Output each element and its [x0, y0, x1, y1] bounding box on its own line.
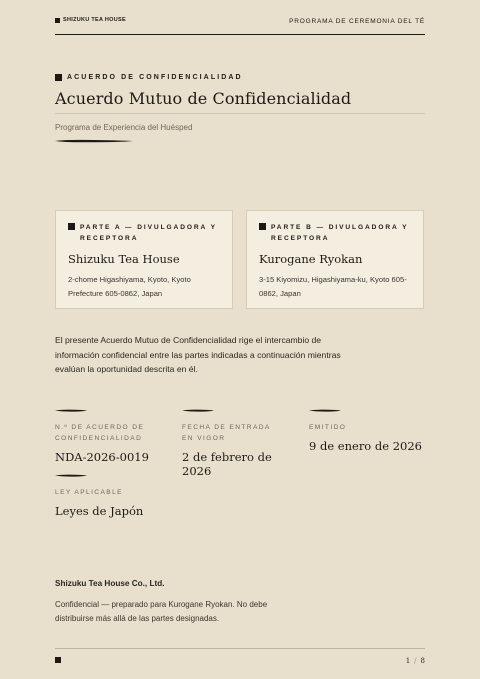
governing-law-label: LEY APLICABLE: [55, 489, 123, 496]
field-issued: [309, 399, 429, 453]
page-indicator: [406, 657, 425, 665]
party-a-square-icon: [68, 223, 75, 230]
party-card-b: [246, 210, 424, 309]
field-agreement-number: [55, 399, 175, 464]
field-brush-decoration: [309, 409, 341, 412]
party-b-address: 3-15 Kiyomizu, Higashiyama-ku, Kyoto 605-0862, Japan: [259, 275, 407, 298]
party-b-label-row: [259, 222, 411, 244]
party-b-name: Kurogane Ryokan: [259, 252, 363, 266]
agreement-number-label: N.º DE ACUERDO DE CONFIDENCIALIDAD: [55, 424, 145, 442]
party-a-address: 2-chome Higashiyama, Kyoto, Kyoto Prefecture 605-0862, Japan: [68, 275, 191, 298]
party-b-label: PARTE B — DIVULGADORA Y RECEPTORA: [271, 224, 409, 242]
eyebrow-square-icon: [55, 74, 62, 81]
field-effective-date: [182, 399, 302, 478]
party-a-label: PARTE A — DIVULGADORA Y RECEPTORA: [80, 224, 217, 242]
page-total: 8: [420, 657, 425, 665]
party-card-a: [55, 210, 233, 309]
field-brush-decoration: [55, 409, 87, 412]
document-subtitle: Programa de Experiencia del Huésped: [55, 123, 193, 132]
organization-name: Shizuku Tea House Co., Ltd.: [55, 579, 165, 588]
confidentiality-disclaimer: Confidencial — preparado para Kurogane Ryokan. No debe distribuirse más allá de las partes designadas.: [55, 600, 268, 623]
brand-mark: [55, 17, 126, 23]
effective-date-value: 2 de febrero de 2026: [182, 450, 272, 478]
governing-law-value: Leyes de Japón: [55, 504, 144, 518]
footer-square-icon: [55, 657, 61, 663]
header-divider: [55, 34, 425, 35]
brush-stroke-decoration: [55, 139, 133, 143]
field-brush-decoration: [182, 409, 214, 412]
document-title: Acuerdo Mutuo de Confidencialidad: [55, 89, 352, 108]
footer-divider: [55, 648, 425, 649]
party-a-label-row: [68, 222, 220, 244]
program-name: PROGRAMA DE CEREMONIA DEL TÉ: [289, 18, 425, 25]
effective-date-label: FECHA DE ENTRADA EN VIGOR: [182, 424, 271, 442]
intro-paragraph: El presente Acuerdo Mutuo de Confidencialidad rige el intercambio de información confidencial entre las partes indicadas a continuación mientras evalúan la oportunidad descrita en él.: [55, 335, 341, 374]
brand-square-icon: [55, 18, 60, 23]
eyebrow-text: ACUERDO DE CONFIDENCIALIDAD: [67, 74, 243, 81]
party-b-square-icon: [259, 223, 266, 230]
issued-label: EMITIDO: [309, 424, 347, 431]
document-eyebrow: [55, 74, 243, 81]
field-governing-law: [55, 464, 175, 518]
page-separator: /: [414, 657, 417, 665]
brand-name: SHIZUKU TEA HOUSE: [63, 17, 126, 23]
issued-value: 9 de enero de 2026: [309, 439, 422, 453]
title-divider: [55, 113, 425, 114]
field-brush-decoration: [55, 474, 87, 477]
party-a-name: Shizuku Tea House: [68, 252, 180, 266]
page-current: 1: [405, 657, 411, 665]
agreement-number-value: NDA-2026-0019: [55, 450, 149, 464]
